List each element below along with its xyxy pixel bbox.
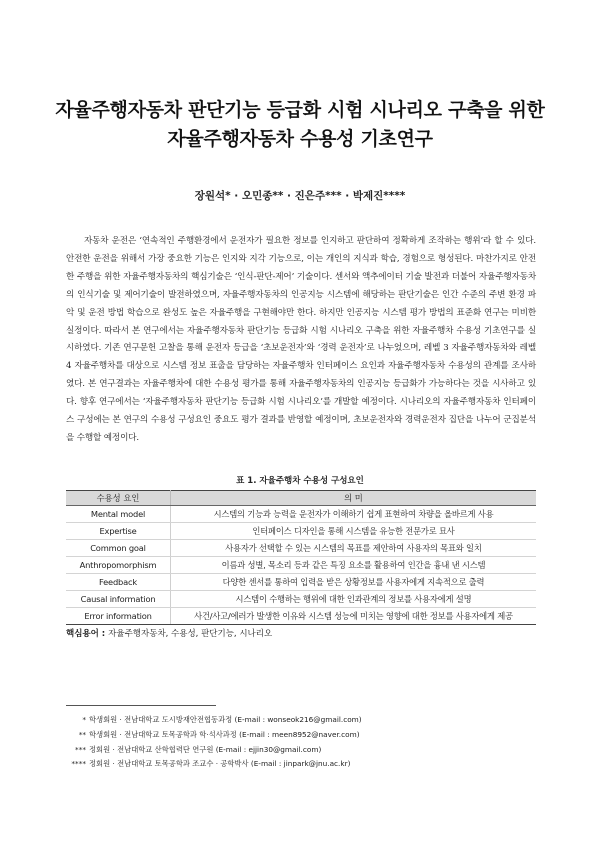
table-row [66, 608, 536, 625]
footnote-mark: **** [71, 759, 86, 769]
meaning-cell: 사건/사고/에러가 발생한 이유와 시스템 성능에 미치는 영향에 대한 정보를 사용자에게 제공 [171, 608, 537, 625]
factor-cell: Expertise [66, 523, 171, 540]
factor-cell: Mental model [66, 506, 171, 523]
header-factor: 수용성 요인 [66, 491, 171, 506]
table-row [66, 506, 536, 523]
footnote [66, 743, 546, 758]
meaning-cell: 인터페이스 디자인을 통해 시스템을 유능한 전문가로 묘사 [171, 523, 537, 540]
footnotes [66, 713, 546, 772]
header-meaning: 의 미 [171, 491, 537, 506]
table-row [66, 557, 536, 574]
footnote-mark: ** [78, 729, 86, 739]
table-caption: 표 1. 자율주행차 수용성 구성요인 [236, 476, 364, 486]
footnote-divider [66, 705, 216, 706]
footnote [66, 757, 546, 772]
table-row [66, 523, 536, 540]
acceptance-factors-table [66, 490, 536, 625]
table-row [66, 540, 536, 557]
footnote-text: 정회원 · 전남대학교 토목공학과 조교수 · 공학박사 (E-mail : jinpark@jnu.ac.kr) [89, 759, 351, 769]
factor-cell: Anthropomorphism [66, 557, 171, 574]
author-list: 장원석* · 오민종** · 진은주*** · 박제진**** [194, 190, 406, 202]
footnote [66, 713, 546, 728]
factor-cell: Error information [66, 608, 171, 625]
meaning-cell: 시스템이 수행하는 행위에 대한 인과관계의 정보를 사용자에게 설명 [171, 591, 537, 608]
abstract-text: 자동차 운전은 ‘연속적인 주행환경에서 운전자가 필요한 정보를 인지하고 판단하여 정확하게 조작하는 행위’라 할 수 있다. 안전한 운전을 위해서 가장 중요한 기능은 인지와 지각 기능으로, 이는 개인의 지식과 학습, 경험으로 형성된다. 마찬가지로 안전한 주행을 위한 자율주행자동차의 핵심기술은 ‘인식-판단-제어’ 기술이다. 센서와 액추에이터 기술 발전과 더불어 자율주행자동차의 인식기술 및 제어기술이 발전하였으며, 자율주행자동차의 인공지능 시스템에 해당하는 판단기술은 인간 수준의 주변 환경 파악 및 운전 방법 학습으로 완성도 높은 자율주행을 구현해야만 한다. 하지만 인공지능 시스템 평가 방법의 표준화 연구는 미비한 실정이다. 따라서 본 연구에서는 자율주행자동차 판단기능 등급화 시험 시나리오 구축을 위한 자율주행차 수용성 기초연구를 실시하였다. 기존 연구문헌 고찰을 통해 운전자 등급을 ‘초보운전자’와 ‘경력 운전자’로 나누었으며, 레벨 3 자율주행자동차와 레벨 4 자율주행차를 대상으로 시스템 정보 표출을 담당하는 자율주행차 인터페이스 요인과 자율주행자동차 수용성의 관계를 조사하였다. 본 연구결과는 자율주행차에 대한 수용성 평가를 통해 자율주행자동차의 인공지능 등급화가 가능하다는 것을 시사하고 있다. 향후 연구에서는 ‘자율주행자동차 판단기능 등급화 시험 시나리오’를 개발할 예정이다. 시나리오의 자율주행자동차 인터페이스 구성에는 본 연구의 수용성 구성요인 중요도 평가 결과를 반영할 예정이며, 초보운전자와 경력운전자 집단을 나누어 군집분석을 수행할 예정이다. [66, 236, 536, 443]
keywords-value: 자율주행자동차, 수용성, 판단기능, 시나리오 [108, 629, 273, 639]
paper-title-line-1: 자율주행자동차 판단기능 등급화 시험 시나리오 구축을 위한 [55, 99, 545, 121]
factor-cell: Common goal [66, 540, 171, 557]
table-row [66, 591, 536, 608]
meaning-cell: 이름과 성별, 목소리 등과 같은 특징 요소를 활용하여 인간을 흉내 낸 시스템 [171, 557, 537, 574]
footnote-mark: *** [75, 744, 86, 754]
footnote [66, 728, 546, 743]
footnote-text: 학생회원 · 전남대학교 도시방재안전협동과정 (E-mail : wonseok216@gmail.com) [89, 715, 362, 724]
keywords-label: 핵심용어 : [66, 629, 106, 639]
footnote-text: 학생회원 · 전남대학교 토목공학과 학·석사과정 (E-mail : meen8952@naver.com) [89, 729, 360, 739]
meaning-cell: 다양한 센서를 통하여 입력을 받은 상황정보를 사용자에게 지속적으로 출력 [171, 574, 537, 591]
factor-cell: Feedback [66, 574, 171, 591]
paper-title [0, 96, 600, 154]
paper-title-line-2: 자율주행자동차 수용성 기초연구 [167, 128, 433, 150]
footnote-text: 정회원 · 전남대학교 산학협력단 연구원 (E-mail : ejjin30@gmail.com) [89, 744, 322, 754]
factor-cell: Causal information [66, 591, 171, 608]
footnote-mark: * [82, 715, 86, 724]
meaning-cell: 시스템의 기능과 능력을 운전자가 이해하기 쉽게 표현하여 차량을 올바르게 사용 [171, 506, 537, 523]
meaning-cell: 사용자가 선택할 수 있는 시스템의 목표를 제안하여 사용자의 목표와 일치 [171, 540, 537, 557]
table-header-row [66, 491, 536, 506]
table-row [66, 574, 536, 591]
keywords [66, 627, 272, 639]
